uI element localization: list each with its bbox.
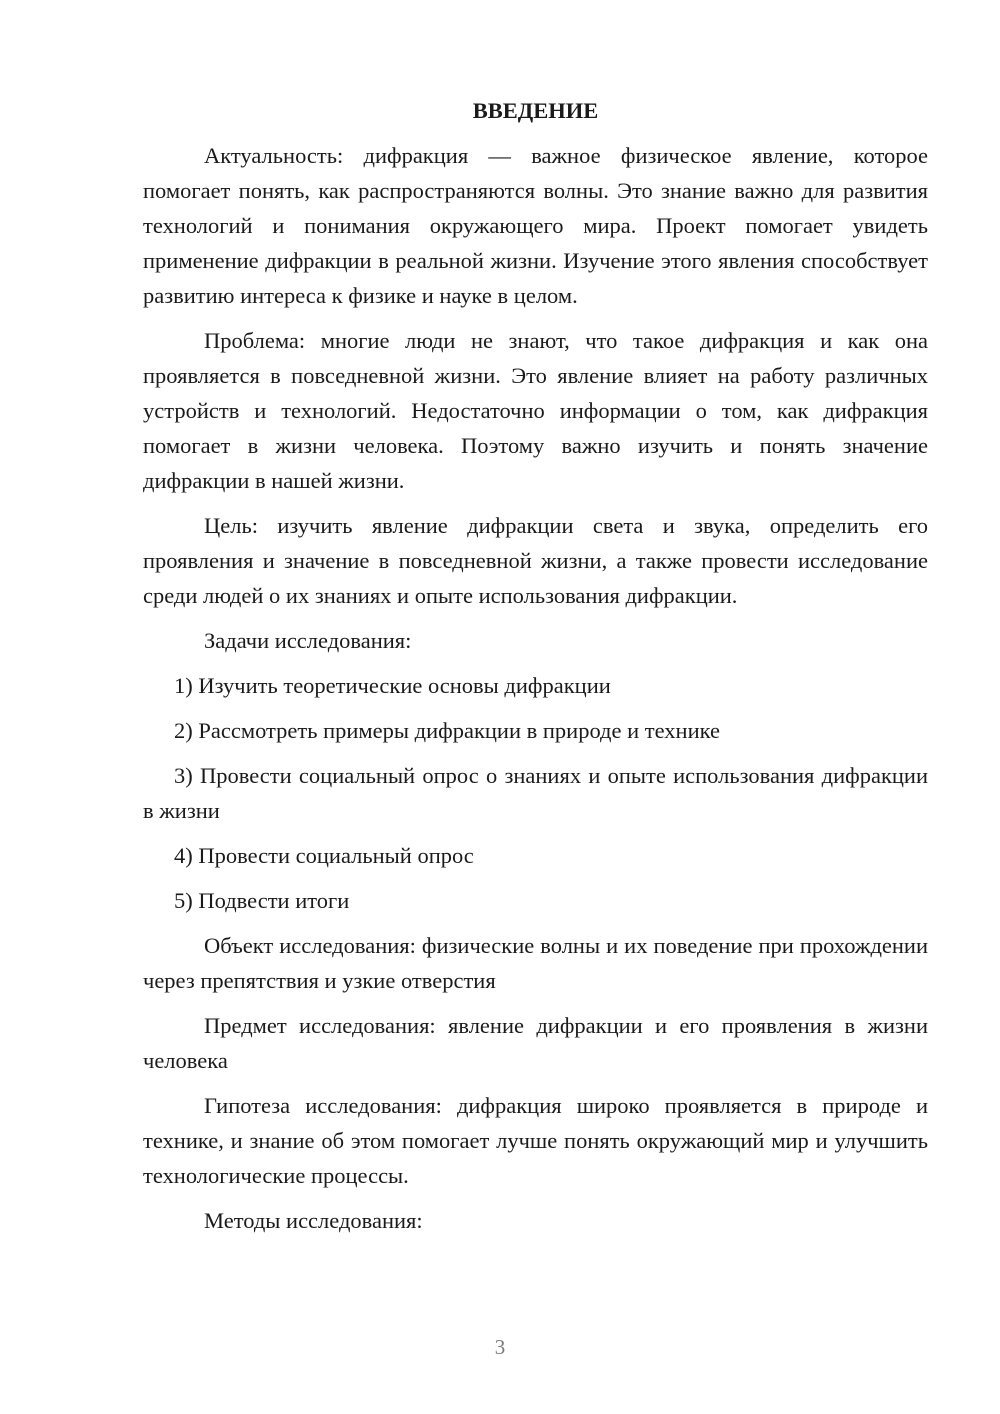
paragraph-object: Объект исследования: физические волны и их поведение при прохождении через препятствия и узкие отверстия xyxy=(143,933,928,993)
section-heading: ВВЕДЕНИЕ xyxy=(472,98,599,123)
paragraph-goal: Цель: изучить явление дифракции света и звука, определить его проявления и значение в повседневной жизни, а также провести исследование среди людей о их знаниях и опыте использования дифракции. xyxy=(143,513,928,608)
task-item-3: 3) Провести социальный опрос о знаниях и опыте использования дифракции в жизни xyxy=(143,763,928,823)
task-item-5: 5) Подвести итоги xyxy=(174,888,350,913)
methods-title: Методы исследования: xyxy=(204,1208,423,1233)
page-content xyxy=(143,93,928,1248)
paragraph-hypothesis: Гипотеза исследования: дифракция широко проявляется в природе и технике, и знание об этом помогает лучше понять окружающий мир и улучшить технологические процессы. xyxy=(143,1093,928,1188)
tasks-title: Задачи исследования: xyxy=(204,628,412,653)
paragraph-problem: Проблема: многие люди не знают, что такое дифракция и как она проявляется в повседневной жизни. Это явление влияет на работу различных устройств и технологий. Недостаточно информации о том, как дифракция помогает в жизни человека. Поэтому важно изучить и понять значение дифракции в нашей жизни. xyxy=(143,328,928,493)
task-item-4: 4) Провести социальный опрос xyxy=(174,843,474,868)
task-item-2: 2) Рассмотреть примеры дифракции в природе и технике xyxy=(174,718,720,743)
page-number: 3 xyxy=(494,1335,506,1359)
paragraph-subject: Предмет исследования: явление дифракции и его проявления в жизни человека xyxy=(143,1013,928,1073)
paragraph-relevance: Актуальность: дифракция — важное физическое явление, которое помогает понять, как распространяются волны. Это знание важно для развития технологий и понимания окружающего мира. Проект помогает увидеть применение дифракции в реальной жизни. Изучение этого явления способствует развитию интереса к физике и науке в целом. xyxy=(143,143,928,308)
task-item-1: 1) Изучить теоретические основы дифракции xyxy=(174,673,611,698)
